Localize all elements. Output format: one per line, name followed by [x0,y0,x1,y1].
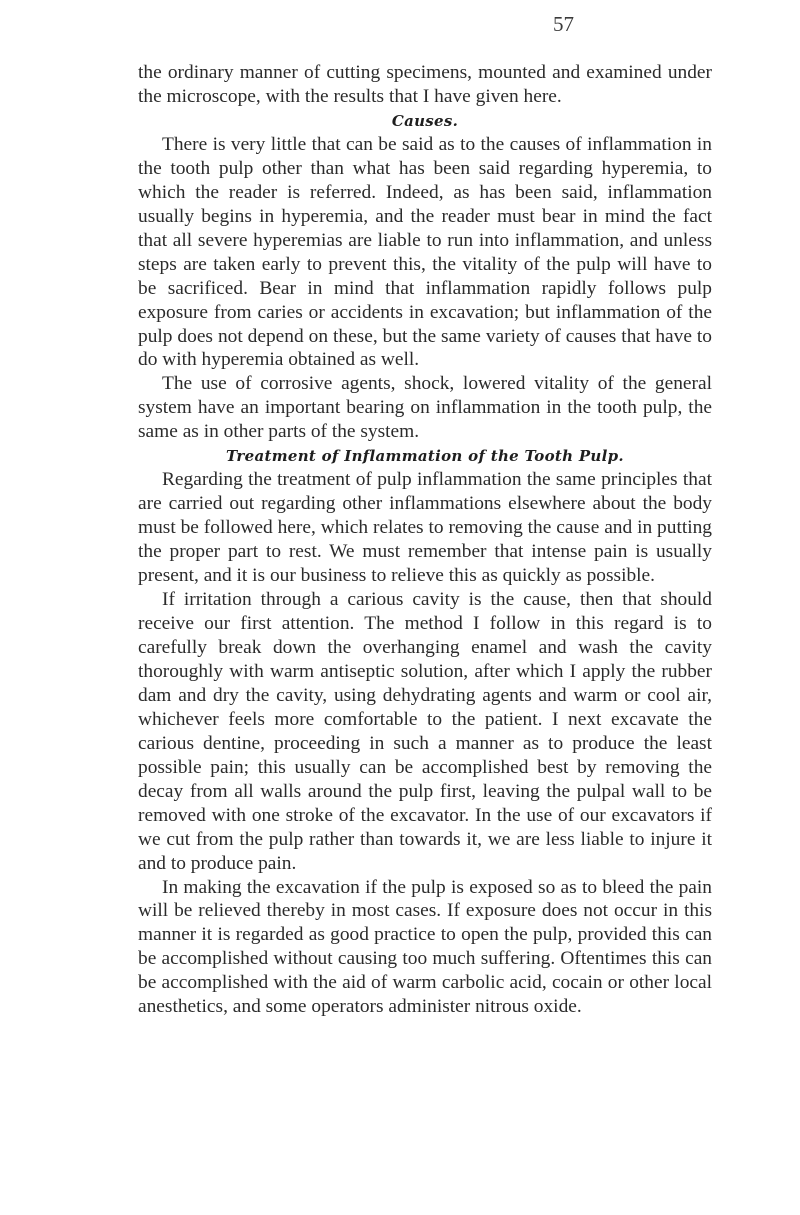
treatment-paragraph-1: Regarding the treatment of pulp inflammation the same principles that are carried out regarding other inflammations elsewhere about the body must be followed here, which relates to removing the cause and in putting the proper part to rest. We must remember that intense pain is usually present, and it is our business to relieve this as quickly as possible. [138,469,712,587]
causes-heading: Causes. [391,111,459,130]
intro-paragraph: the ordinary manner of cutting specimens, mounted and examined under the microscope, with the results that I have given here. [138,62,712,107]
treatment-paragraph-3: In making the excavation if the pulp is exposed so as to bleed the pain will be relieved thereby in most cases. If exposure does not occur in this manner it is regarded as good practice to open the pulp, provided this can be accomplished without causing too much suffering. Oftentimes this can be accomplished with the aid of warm carbolic acid, cocain or other local anesthetics, and some operators administer nitrous oxide. [138,876,712,1018]
treatment-paragraph-2: If irritation through a carious cavity is the cause, then that should receive our first attention. The method I follow in this regard is to carefully break down the overhanging enamel and wash the cavity thoroughly with warm antiseptic solution, after which I apply the rubber dam and dry the cavity, using dehydrating agents and warm or cool air, whichever feels more comfortable to the patient. I next excavate the carious dentine, proceeding in such a manner as to produce the least possible pain; this usually can be accomplished best by removing the decay from all walls around the pulp first, leaving the pulpal wall to be removed with one stroke of the excavator. In the use of our excavators if we cut from the pulp rather than towards it, we are less liable to injure it and to produce pain. [138,589,712,874]
causes-paragraph-1: There is very little that can be said as to the causes of inflammation in the tooth pulp other than what has been said regarding hyperemia, to which the reader is referred. Indeed, as has been said, inflammation usually begins in hyperemia, and the reader must bear in mind the fact that all severe hyperemias are liable to run into inflammation, and unless steps are taken early to prevent this, the vitality of the pulp will have to be sacrificed. Bear in mind that inflammation rapidly follows pulp exposure from caries or accidents in excavation; but inflammation of the pulp does not depend on these, but the same variety of causes that have to do with hyperemia obtained as well. [138,133,712,371]
page-body [138,61,712,1019]
treatment-heading: Treatment of Inflammation of the Tooth Pulp. [226,447,624,466]
page-number: 57 [553,12,574,36]
causes-paragraph-2: The use of corrosive agents, shock, lowered vitality of the general system have an important bearing on inflammation in the tooth pulp, the same as in other parts of the system. [138,373,712,443]
